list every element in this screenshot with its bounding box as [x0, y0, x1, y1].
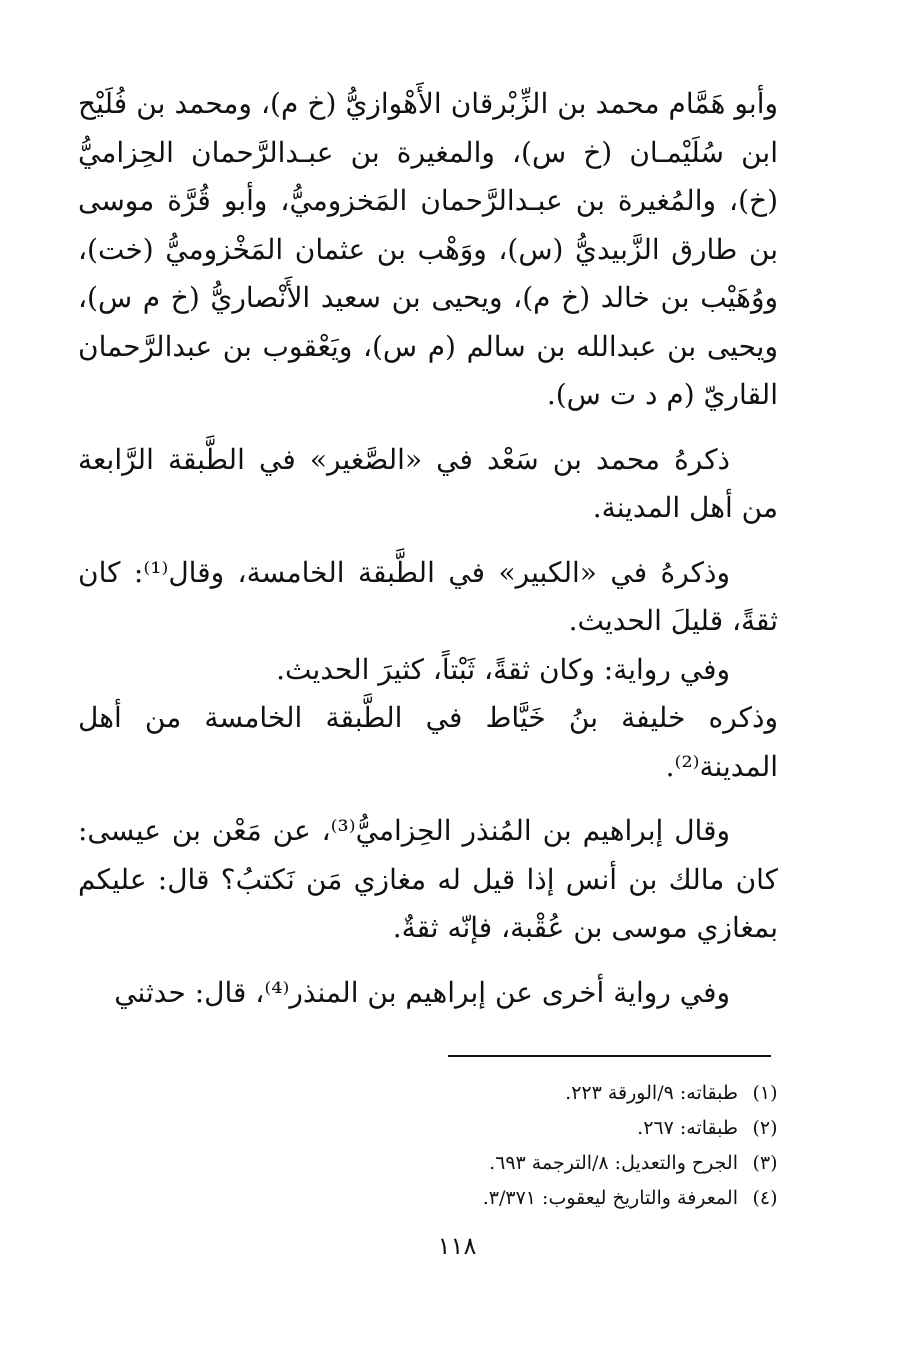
footnote-number: (٢) [752, 1117, 778, 1139]
footnote-text: المعرفة والتاريخ ليعقوب: ٣/٣٧١. [482, 1187, 738, 1209]
footnote-text: طبقاته: ٩/الورقة ٢٢٣. [565, 1082, 738, 1104]
footnote-number: (٤) [752, 1187, 778, 1209]
paragraph-ibn-saad-kabir: وذكرهُ في «الكبير» في الطَّبقة الخامسة، وقال⁽¹⁾: كان ثقةً، قليلَ الحديث. [78, 555, 778, 637]
footnote-3 [330, 1146, 782, 1181]
footnote-text: طبقاته: ٢٦٧. [637, 1117, 738, 1139]
footnote-1 [330, 1076, 782, 1111]
paragraph-another-riwaya: وفي رواية أخرى عن إبراهيم بن المنذر⁽⁴⁾، قال: حدثني [114, 975, 730, 1009]
footnote-number: (٣) [752, 1152, 778, 1174]
paragraph-khalifa: وذكره خليفة بنُ خَيَّاط في الطَّبقة الخامسة من أهل المدينة⁽²⁾. [78, 701, 778, 783]
paragraph-riwaya: وفي رواية: وكان ثقةً، ثَبْتاً، كثيرَ الحديث. [276, 652, 730, 686]
main-text [78, 80, 778, 1017]
footnote-4 [330, 1181, 782, 1216]
footnotes [330, 1076, 782, 1216]
footnote-text: الجرح والتعديل: ٨/الترجمة ٦٩٣. [489, 1152, 738, 1174]
paragraph-narrators-list: وأبو هَمَّام محمد بن الزِّبْرقان الأَهْوازيُّ (خ م)، ومحمد بن فُلَيْح ابن سُلَيْمـان (خ س)، والمغيرة بن عبـدالرَّحمان الحِزاميُّ (خ)، والمُغيرة بن عبـدالرَّحمان المَخزوميُّ، وأبو قُرَّة موسى بن طارق الزَّبيديُّ (س)، ووَهْب بن عثمان المَخْزوميُّ (خت)، ووُهَيْب بن خالد (خ م)، ويحيى بن سعيد الأَنْصاريُّ (خ م س)، ويحيى بن عبدالله بن سالم (م س)، ويَعْقوب بن عبدالرَّحمان القاريّ (م د ت س). [78, 87, 778, 411]
page-number: ١١٨ [437, 1232, 477, 1260]
paragraph-ibn-saad-saghir: ذكرهُ محمد بن سَعْد في «الصَّغير» في الطَّبقة الرَّابعة من أهل المدينة. [78, 442, 778, 524]
footnote-number: (١) [752, 1082, 778, 1104]
paragraph-ibrahim-mundhir: وقال إبراهيم بن المُنذر الحِزاميُّ⁽³⁾، عن مَعْن بن عيسى: كان مالك بن أنس إذا قيل له مغازي مَن نَكتبُ؟ قال: عليكم بمغازي موسى بن عُقْبة، فإنّه ثقةٌ. [78, 814, 778, 944]
footnote-2 [330, 1111, 782, 1146]
footnote-divider [448, 1055, 771, 1057]
